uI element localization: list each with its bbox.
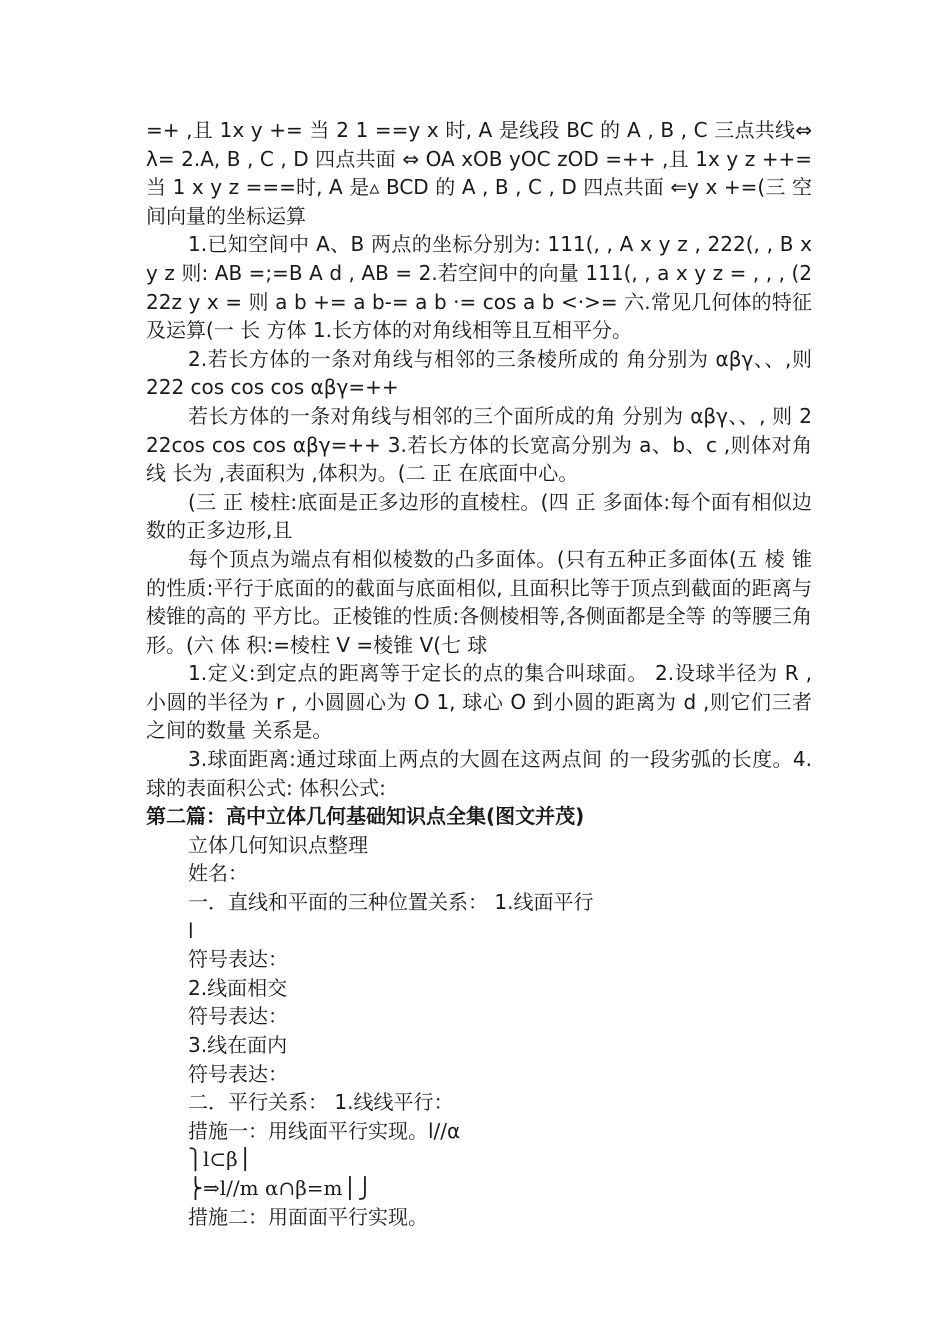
document-page	[146, 116, 812, 1231]
position-relations-line: 一．直线和平面的三种位置关系： 1.线面平行	[188, 890, 594, 915]
subtitle-line: 立体几何知识点整理	[188, 832, 368, 857]
method-one-line: 措施一：用线面平行实现。l//α	[188, 1118, 461, 1143]
section-1	[146, 116, 812, 802]
paragraph-4: 若长方体的一条对角线与相邻的三个面所成的角 分别为 αβγ、、, 则 222cos cos cos αβγ=++ 3.若长方体的长宽高分别为 a、b、c ,则体对角线 长为 ,表面积为 ,体积为。(二 正 在底面中心。	[146, 403, 812, 486]
formula-line-1: ⎫l⊂β⎪	[188, 1147, 253, 1172]
section-2	[146, 802, 812, 1231]
paragraph-8: 3.球面距离:通过球面上两点的大圆在这两点间 的一段劣弧的长度。4.球的表面积公式: 体积公式:	[146, 747, 812, 800]
line-in-plane-line: 3.线在面内	[188, 1033, 288, 1057]
formula-line-2: ⎬⇒l//m α∩β=m⎪⎭	[188, 1175, 373, 1200]
paragraph-1: =+ ,且 1x y += 当 2 1 ==y x 时, A 是线段 BC 的 A , B , C 三点共线⇔λ= 2.A, B , C , D 四点共面 ⇔ OA xOB yOC zOD =++ ,且 1x y z ++= 当 1 x y z ===时, A 是▵ BCD 的 A , B , C , D 四点共面 ⇐y x +=(三 空间向量的坐标运算	[146, 118, 812, 228]
symbol-expression-line-3: 符号表达：	[188, 1061, 288, 1086]
symbol-expression-line-2: 符号表达：	[188, 1004, 288, 1029]
symbol-expression-line-1: 符号表达：	[188, 947, 288, 972]
paragraph-7: 1.定义:到定点的距离等于定长的点的集合叫球面。 2.设球半径为 R , 小圆的半径为 r , 小圆圆心为 O 1, 球心 O 到小圆的距离为 d ,则它们三者之间的数量 关系是。	[146, 661, 812, 743]
parallel-relations-line: 二．平行关系： 1.线线平行：	[188, 1090, 454, 1115]
line-plane-intersect-line: 2.线面相交	[188, 975, 288, 1000]
symbol-l-line: l	[188, 918, 194, 943]
paragraph-2: 1.已知空间中 A、B 两点的坐标分别为: 111(, , A x y z , 222(, , B x y z 则: AB =;=B A d , AB = 2.若空间中的向量 111(, , a x y z = , , , (222z y x = 则 a b += a b-= a b ·= cos a b <·>= 六.常见几何体的特征及运算(一 长 方体 1.长方体的对角线相等且互相平分。	[146, 232, 812, 343]
name-line: 姓名：	[188, 861, 248, 886]
paragraph-3: 2.若长方体的一条对角线与相邻的三条棱所成的 角分别为 αβγ、、,则 222 cos cos cos αβγ=++	[146, 346, 812, 400]
section-2-title: 第二篇：高中立体几何基础知识点全集(图文并茂)	[146, 804, 585, 829]
method-two-line: 措施二：用面面平行实现。	[188, 1204, 428, 1229]
paragraph-6: 每个顶点为端点有相似棱数的凸多面体。(只有五种正多面体(五 棱 锥的性质:平行于底面的的截面与底面相似, 且面积比等于顶点到截面的距离与棱锥的高的 平方比。正棱锥的性质:各侧棱相等,各侧面都是全等 的等腰三角形。(六 体 积:=棱柱 V =棱锥 V(七 球	[146, 546, 812, 657]
paragraph-5: (三 正 棱柱:底面是正多边形的直棱柱。(四 正 多面体:每个面有相似边数的正多边形,且	[146, 489, 812, 543]
